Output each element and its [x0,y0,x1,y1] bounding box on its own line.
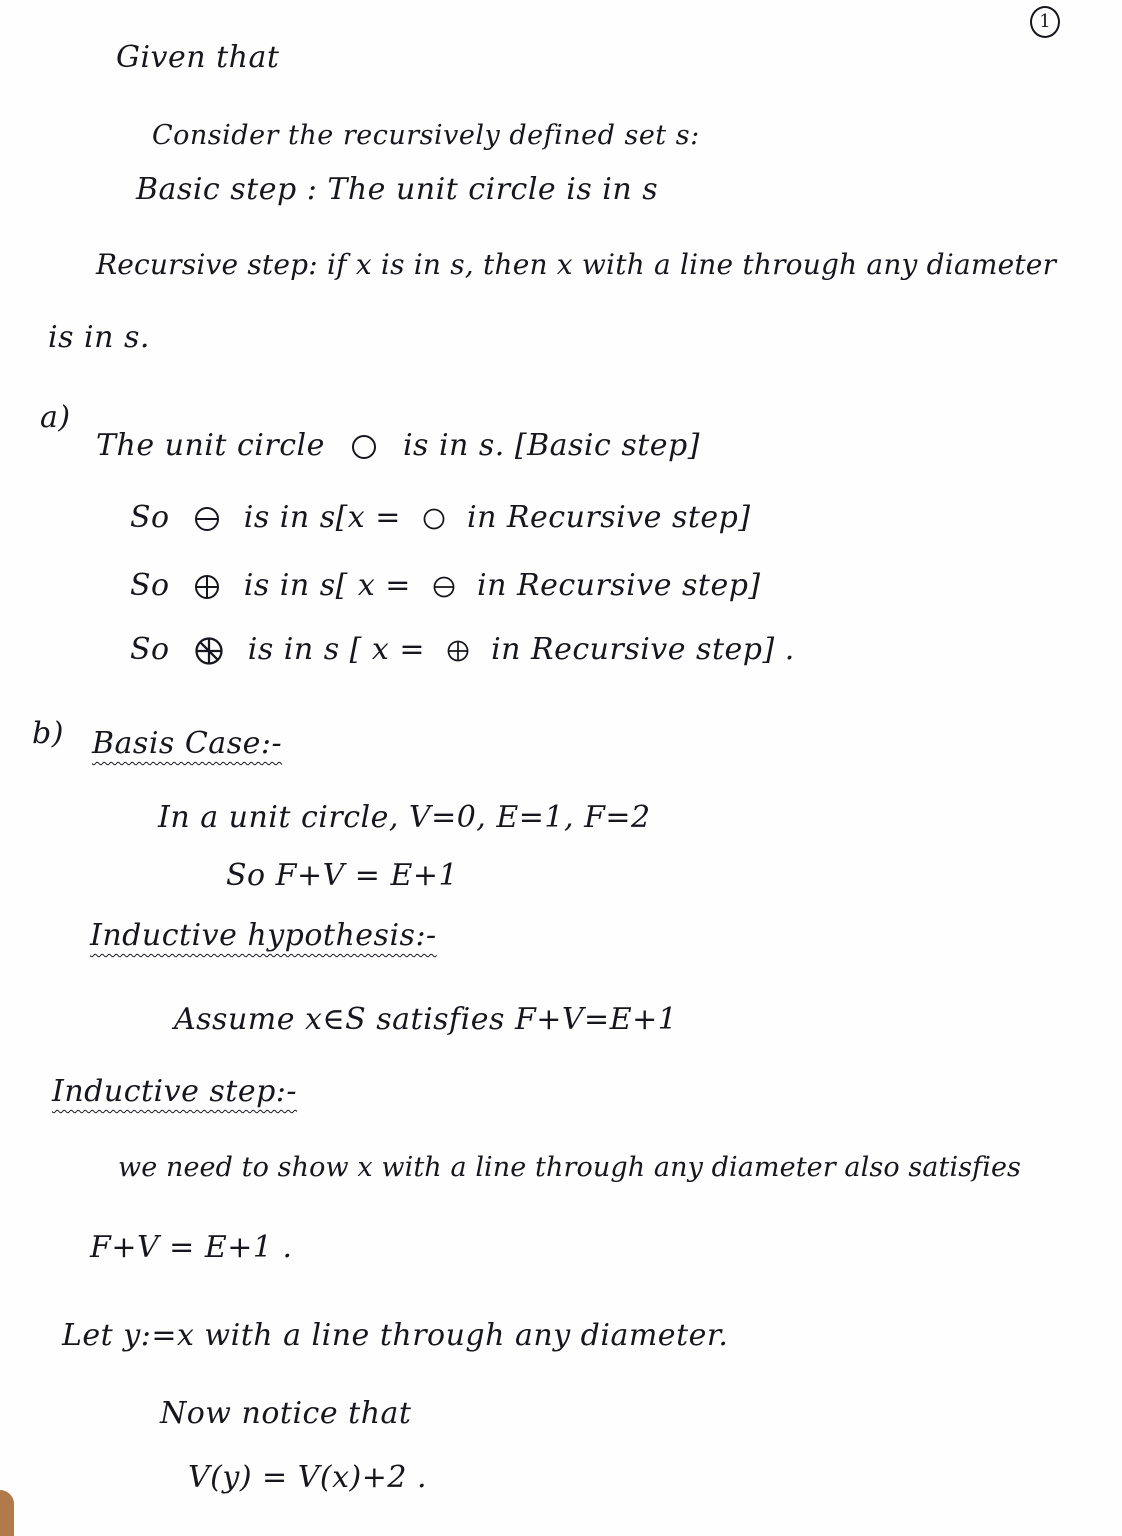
inductive-step-heading: Inductive step:- [52,1074,298,1109]
so-line-2-suffix: in Recursive step] [477,568,761,603]
need-show-line-1: we need to show x with a line through any diameter also satisfies [118,1152,1022,1183]
now-notice-line: Now notice that [160,1396,412,1431]
inductive-hypothesis-heading: Inductive hypothesis:- [90,918,437,953]
part-a-text-1: The unit circle [96,428,325,463]
consider-line: Consider the recursively defined set s: [152,120,700,151]
part-a-label: a) [40,400,71,435]
unit-circle-icon [349,432,379,462]
unit-circle-values: In a unit circle, V=0, E=1, F=2 [158,800,651,835]
so-line-2 [130,568,761,603]
basis-case-heading: Basis Case:- [92,726,283,761]
circle-one-diameter-icon [192,504,222,534]
so-line-1-suffix: in Recursive step] [466,500,751,535]
need-show-line-2: F+V = E+1 . [90,1230,293,1265]
recursive-step-line-1: Recursive step: if x is in s, then x with a line through any diameter [96,248,1057,281]
so-line-1 [130,500,751,535]
let-y-line: Let y:=x with a line through any diameter. [62,1318,729,1353]
so-line-3-suffix: in Recursive step] . [491,632,795,667]
part-a-statement [96,428,700,463]
so-word: So [130,500,170,535]
recursive-step-line-2: is in s. [48,320,150,355]
circle-two-diameters-icon [192,572,222,602]
circle-three-diameters-icon [192,634,226,668]
part-b-label: b) [32,716,64,751]
page-corner-shadow [0,1490,14,1536]
circle-one-diameter-icon [431,574,457,600]
so-word: So [130,568,170,603]
so-line-3-text: is in s [ x = [247,632,425,667]
part-a-text-2: is in s. [Basic step] [402,428,700,463]
so-word: So [130,632,170,667]
vy-line: V(y) = V(x)+2 . [188,1460,428,1495]
so-line-2-text: is in s[ x = [243,568,411,603]
basic-step-line: Basic step : The unit circle is in s [136,172,659,207]
given-heading: Given that [116,40,280,75]
so-formula: So F+V = E+1 [226,858,459,893]
page-number: 1 [1030,6,1060,38]
circle-two-diameters-icon [445,638,471,664]
unit-circle-icon [421,506,447,532]
so-line-1-text: is in s[x = [243,500,401,535]
assume-line: Assume x∈S satisfies F+V=E+1 [174,1002,678,1037]
so-line-3 [130,632,795,668]
